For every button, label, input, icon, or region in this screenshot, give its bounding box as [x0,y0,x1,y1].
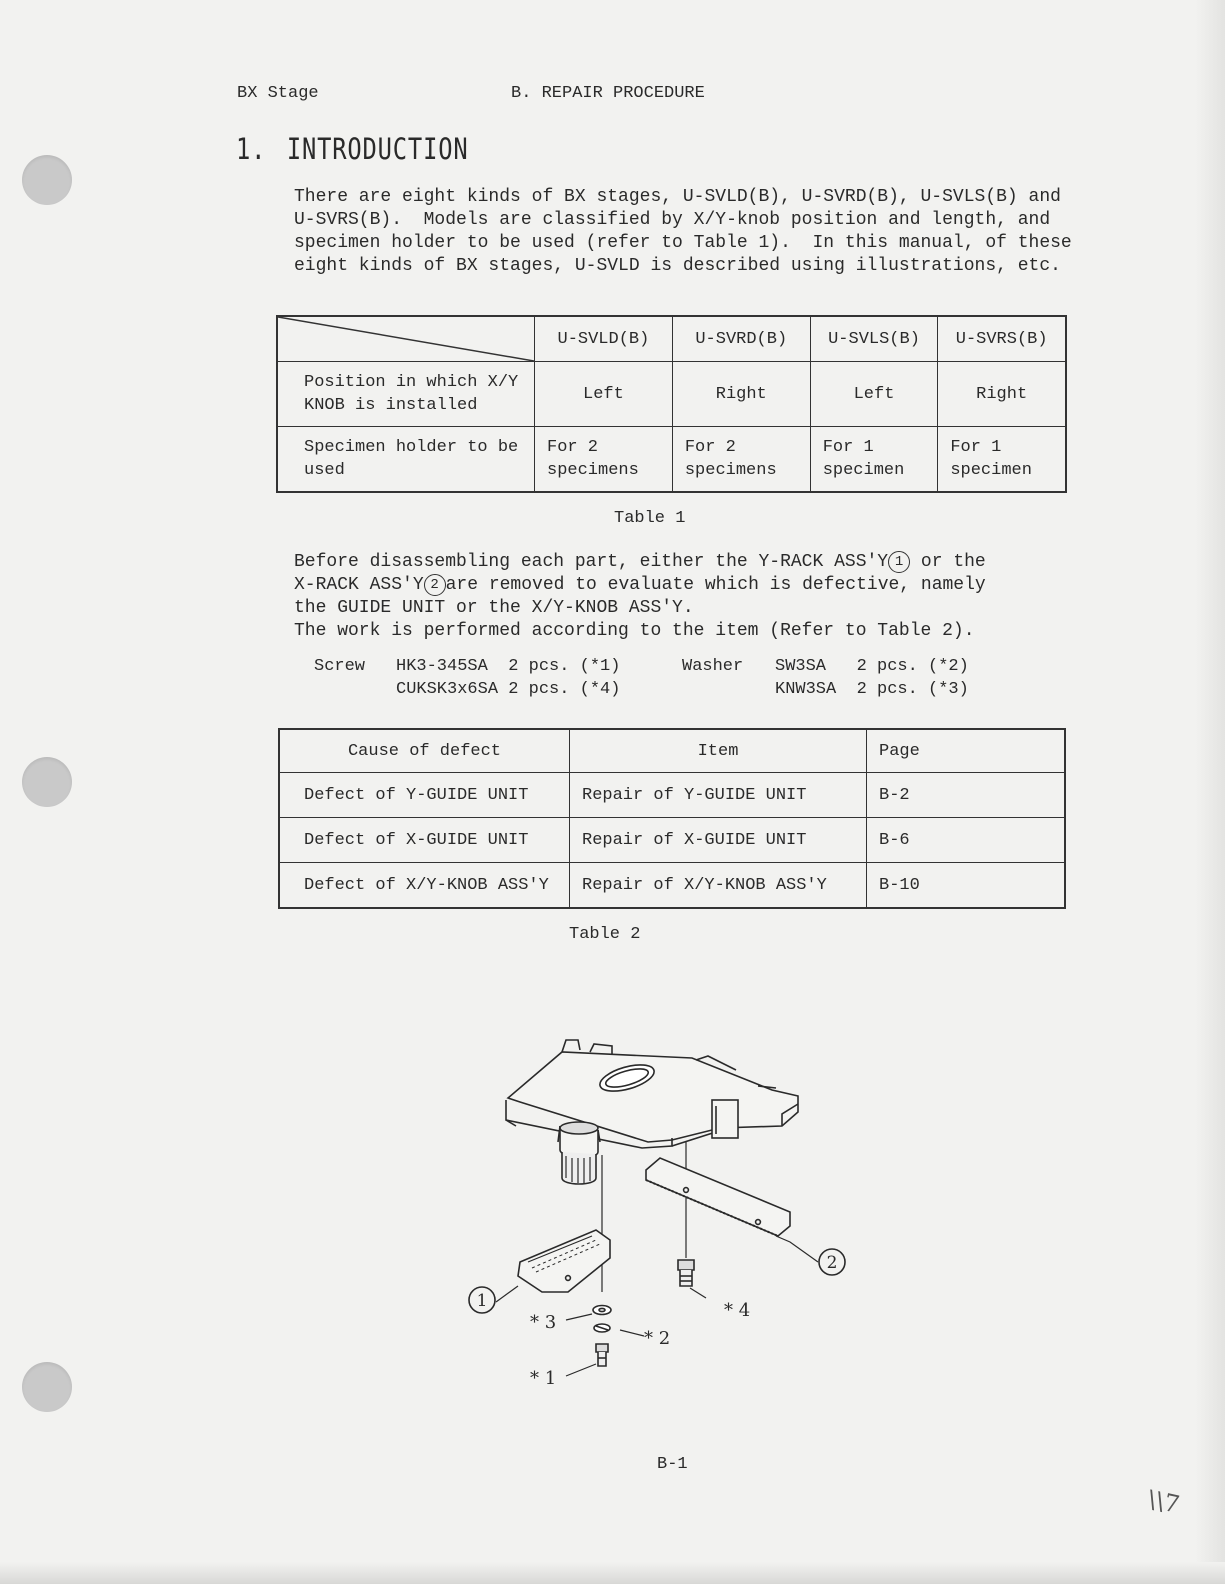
table-cell: For 1 specimen [938,427,1066,493]
table-cell: B-6 [867,818,1066,863]
stage-plate [506,1040,798,1148]
section-number: 1. [236,132,267,166]
table-header-cell: U-SVRS(B) [938,316,1066,362]
table-cell: Defect of X-GUIDE UNIT [279,818,570,863]
screw-item: CUKSK3x6SA 2 pcs. (*4) [396,680,621,699]
intro-line: There are eight kinds of BX stages, U-SVLD(B), U-SVRD(B), U-SVLS(B) and [294,187,1061,207]
header-center: B. REPAIR PROCEDURE [511,84,705,103]
table-row [279,818,1065,863]
table-cell: B-2 [867,773,1066,818]
table-cell: Right [938,362,1066,427]
washer-item: KNW3SA 2 pcs. (*3) [775,680,969,699]
punch-hole [22,1362,72,1412]
corner-diagonal [278,317,534,361]
label-star-1: * 1 [530,1368,557,1389]
x-rack [646,1158,790,1236]
label-star-2: * 2 [644,1328,671,1349]
table-cell: Left [810,362,938,427]
stage-exploded-diagram [460,1030,860,1400]
model-table [276,315,1067,493]
table-header-cell: U-SVLD(B) [535,316,673,362]
table1-caption: Table 1 [614,509,686,528]
punch-hole [22,155,72,205]
washer-star-2 [594,1324,610,1332]
screw-list [396,655,620,701]
washer-list [775,655,969,701]
table-cell: Repair of X/Y-KNOB ASS'Y [570,863,867,909]
table2-caption: Table 2 [569,925,641,944]
table-cell: Repair of Y-GUIDE UNIT [570,773,867,818]
table-cell: For 2 specimens [672,427,810,493]
washer-item: SW3SA 2 pcs. (*2) [775,657,969,676]
section-heading [236,132,468,166]
table-cell: Left [535,362,673,427]
callout-1-inline: 1 [888,551,910,573]
table-cell: Right [672,362,810,427]
table-cell: Repair of X-GUIDE UNIT [570,818,867,863]
callout-1: 1 [476,1291,488,1311]
before-line: the GUIDE UNIT or the X/Y-KNOB ASS'Y. [294,598,694,618]
row-label: Specimen holder to be used [277,427,535,493]
table-corner-cell [277,316,535,362]
screw-star-4 [678,1260,694,1286]
table-row [279,773,1065,818]
header-left: BX Stage [237,84,319,103]
page-bottom-shadow [0,1562,1225,1584]
before-text: or the [920,552,986,572]
handwritten-mark: \\7 [1145,1485,1183,1519]
before-text: Before disassembling each part, either the Y-RACK ASS'Y [294,552,889,572]
defect-table [278,728,1066,909]
washer-star-3 [593,1306,611,1315]
table-cell: For 2 specimens [535,427,673,493]
washer-label: Washer [682,657,744,676]
table-header-cell: U-SVRD(B) [672,316,810,362]
table-header-cell: Page [867,729,1066,773]
table-header-cell: Cause of defect [279,729,570,773]
table-cell: Defect of X/Y-KNOB ASS'Y [279,863,570,909]
y-rack [518,1230,610,1292]
before-text: are removed to evaluate which is defective, namely [445,575,986,595]
table-row [279,863,1065,909]
row-label: Position in which X/Y KNOB is installed [277,362,535,427]
intro-line: eight kinds of BX stages, U-SVLD is described using illustrations, etc. [294,256,1061,276]
table-header-cell: U-SVLS(B) [810,316,938,362]
table-row [277,362,1066,427]
section-title: INTRODUCTION [286,132,469,166]
xy-knob [558,1122,600,1184]
intro-line: specimen holder to be used (refer to Table 1). In this manual, of these [294,233,1072,253]
table-cell: B-10 [867,863,1066,909]
page-number: B-1 [657,1455,688,1474]
label-star-4: * 4 [724,1300,751,1321]
label-star-3: * 3 [530,1312,557,1333]
punch-hole [22,757,72,807]
table-cell: Defect of Y-GUIDE UNIT [279,773,570,818]
table-cell: For 1 specimen [810,427,938,493]
before-line: The work is performed according to the item (Refer to Table 2). [294,621,975,641]
page-edge-shadow [1195,0,1225,1584]
intro-line: U-SVRS(B). Models are classified by X/Y-knob position and length, and [294,210,1051,230]
table-header-cell: Item [570,729,867,773]
callout-2: 2 [826,1253,838,1273]
before-line [294,551,986,574]
intro-paragraph [294,186,1072,278]
before-paragraph [294,551,986,643]
screw-star-1 [596,1344,608,1366]
before-line [294,574,986,597]
screw-item: HK3-345SA 2 pcs. (*1) [396,657,621,676]
callout-2-inline: 2 [424,574,446,596]
before-text: X-RACK ASS'Y [294,575,424,595]
screw-label: Screw [314,657,366,676]
table-row [277,427,1066,493]
